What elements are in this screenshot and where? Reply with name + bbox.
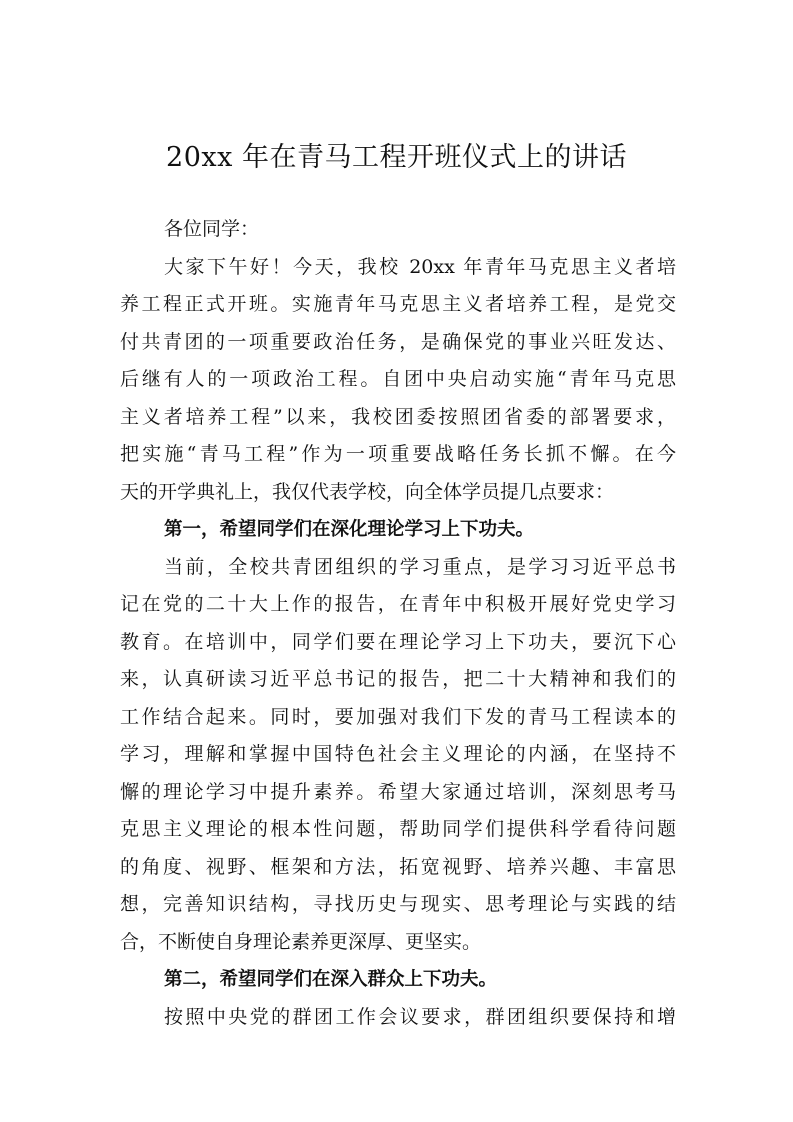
paragraph-line: 付共青团的一项重要政治任务，是确保党的事业兴旺发达、 (120, 330, 676, 353)
paragraph-line: 主义者培养工程”以来，我校团委按照团省委的部署要求， (120, 405, 676, 428)
paragraph-line: 克思主义理论的根本性问题，帮助同学们提供科学看待问题 (120, 818, 676, 840)
paragraph-line: 想，完善知识结构，寻找历史与现实、思考理论与实践的结 (120, 893, 676, 915)
section-heading: 第一，希望同学们在深化理论学习上下功夫。 (164, 519, 535, 540)
paragraph-line: 养工程正式开班。实施青年马克思主义者培养工程，是党交 (120, 293, 676, 315)
paragraph-line: 教育。在培训中，同学们要在理论学习上下功夫，要沉下心 (120, 630, 676, 653)
section-heading: 第二，希望同学们在深入群众上下功夫。 (164, 969, 498, 990)
paragraph-line: 各位同学： (164, 218, 260, 240)
paragraph-line: 后继有人的一项政治工程。自团中央启动实施“青年马克思 (120, 368, 676, 390)
paragraph-line: 大家下午好！今天，我校 20xx 年青年马克思主义者培 (164, 255, 676, 278)
paragraph-line: 天的开学典礼上，我仅代表学校，向全体学员提几点要求： (120, 480, 615, 503)
document-title: 20xx 年在青马工程开班仪式上的讲话 (166, 142, 627, 173)
paragraph-line: 按照中央党的群团工作会议要求，群团组织要保持和增 (164, 1005, 676, 1028)
paragraph-line: 来，认真研读习近平总书记的报告，把二十大精神和我们的 (120, 668, 676, 690)
paragraph-line: 工作结合起来。同时，要加强对我们下发的青马工程读本的 (120, 705, 676, 728)
paragraph-line: 合，不断使自身理论素养更深厚、更坚实。 (120, 930, 482, 953)
paragraph-line: 记在党的二十大上作的报告，在青年中积极开展好党史学习 (120, 593, 676, 615)
paragraph-line: 当前，全校共青团组织的学习重点，是学习习近平总书 (164, 555, 676, 578)
document-body (120, 211, 676, 1036)
paragraph-line: 学习，理解和掌握中国特色社会主义理论的内涵，在坚持不 (120, 743, 676, 765)
paragraph-line: 的角度、视野、框架和方法，拓宽视野、培养兴趣、丰富思 (120, 855, 676, 878)
paragraph-line: 把实施“青马工程”作为一项重要战略任务长抓不懈。在今 (120, 443, 676, 465)
paragraph-line: 懈的理论学习中提升素养。希望大家通过培训，深刻思考马 (120, 780, 676, 803)
